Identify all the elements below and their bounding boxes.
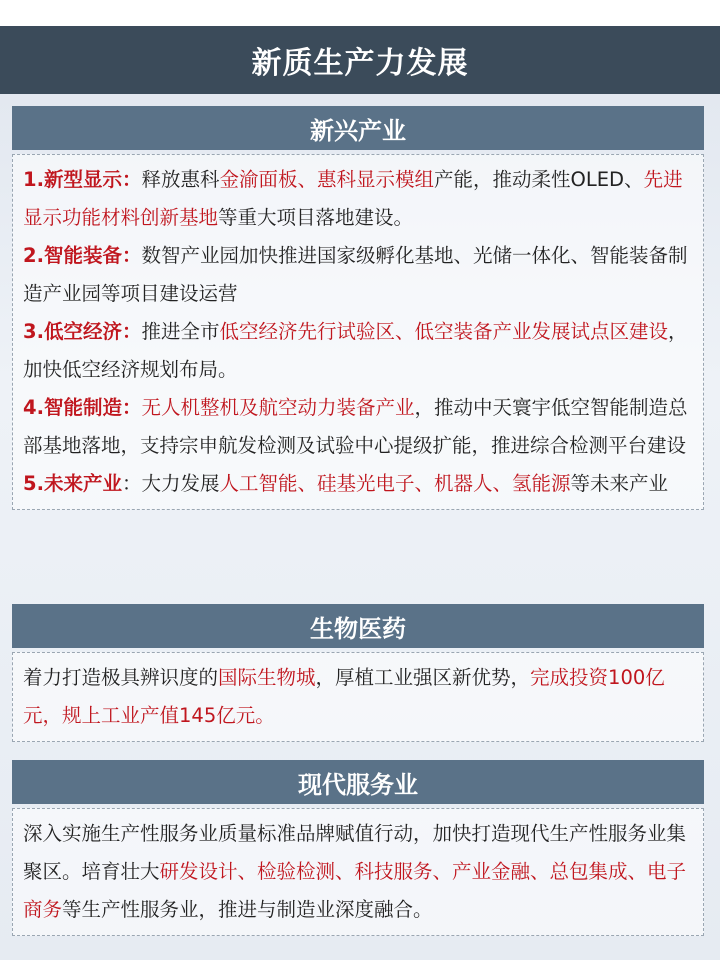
highlighted-text: 先进显示功能材料创新基地 (23, 168, 683, 229)
body-text: 推进全市 (141, 320, 220, 343)
item-title-tail: ： (121, 472, 142, 495)
section-body (12, 154, 704, 510)
item-title: 2.智能装备： (23, 244, 142, 267)
highlighted-text: 低空经济先行试验区、低空装备产业发展试点区建设 (219, 320, 669, 343)
body-text: 着力打造极具辨识度的 (23, 666, 219, 689)
section-biomedicine (12, 604, 704, 742)
top-margin (0, 0, 720, 26)
body-text: 产能，推动柔性OLED、 (434, 168, 644, 191)
paragraph (23, 161, 693, 237)
highlighted-text: 人工智能、硅基光电子、机器人、氢能源 (219, 472, 571, 495)
section-body (12, 808, 704, 936)
body-text: 等未来产业 (570, 472, 669, 495)
body-text: 等生产性服务业，推进与制造业深度融合。 (62, 898, 433, 921)
body-text: ，推动中天寰宇低空智能制造总部基地落地，支持宗申航发检测及试验中心提级扩能，推进综合检测平台建设 (23, 396, 688, 457)
item-title: 3.低空经济： (23, 320, 142, 343)
body-text: 释放惠科 (141, 168, 220, 191)
paragraph (23, 465, 693, 503)
section-header: 新兴产业 (12, 106, 704, 150)
body-text: ，厚植工业强区新优势， (315, 666, 531, 689)
body-text: 数智产业园加快推进国家级孵化基地、光储一体化、智能装备制造产业园等项目建设运营 (23, 244, 688, 305)
body-text: 深入实施生产性服务业质量标准品牌赋值行动，加快打造现代生产性服务业集聚区。培育壮大 (23, 822, 687, 883)
body-text: ，加快低空经济规划布局。 (23, 320, 688, 381)
body-text: 等重大项目落地建设。 (218, 206, 414, 229)
highlighted-text: 无人机整机及航空动力装备产业 (141, 396, 415, 419)
item-title: 5.未来产业 (23, 472, 122, 495)
item-title: 4.智能制造： (23, 396, 142, 419)
page-title: 新质生产力发展 (0, 26, 720, 94)
highlighted-text: 研发设计、检验检测、科技服务、产业金融、总包集成、电子商务 (23, 860, 687, 921)
section-modern-services (12, 760, 704, 936)
highlighted-text: 国际生物城 (218, 666, 316, 689)
body-text: 大力发展 (141, 472, 220, 495)
section-body (12, 652, 704, 742)
section-header: 生物医药 (12, 604, 704, 648)
section-emerging-industries (12, 106, 704, 510)
paragraph (23, 313, 693, 389)
paragraph (23, 815, 693, 929)
paragraph (23, 659, 693, 735)
highlighted-text: 完成投资100亿元，规上工业产值145亿元。 (23, 666, 665, 727)
paragraph (23, 389, 693, 465)
item-title: 1.新型显示： (23, 168, 142, 191)
section-header: 现代服务业 (12, 760, 704, 804)
paragraph (23, 237, 693, 313)
highlighted-text: 金渝面板、惠科显示模组 (219, 168, 435, 191)
